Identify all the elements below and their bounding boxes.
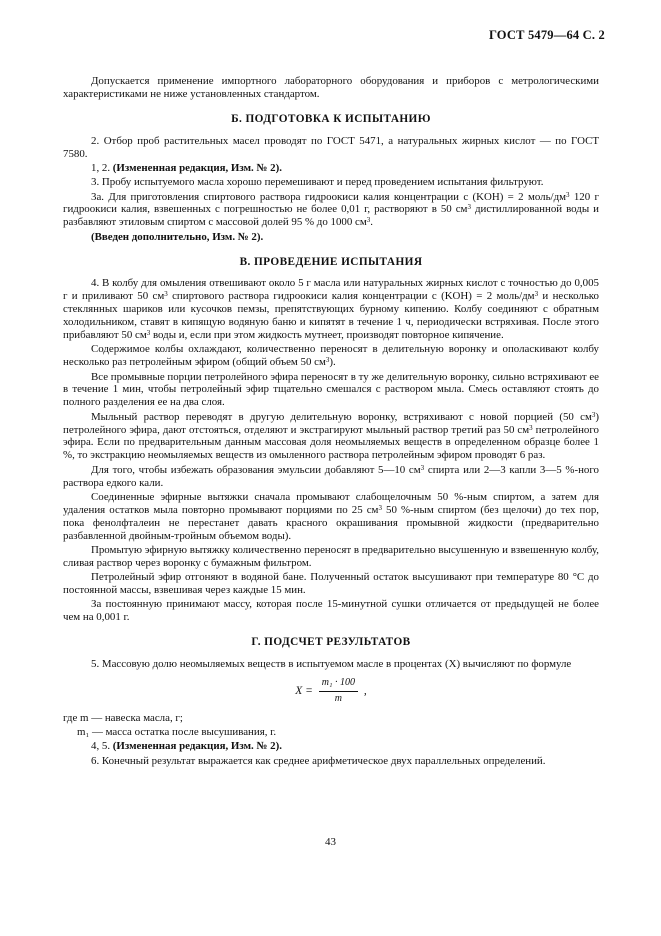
paragraph-5: 5. Массовую долю неомыляемых веществ в испытуемом масле в процентах (X) вычисляют по формуле [91,658,572,671]
page-header: ГОСТ 5479—64 С. 2 [488,28,605,42]
paragraph-2: 2. Отбор проб растительных масел проводят по ГОСТ 5471, а натуральных жирных кислот — по ГОСТ 7580. [63,134,599,160]
paragraph-extraction: Мыльный раствор переводят в другую делительную воронку, встряхивают с новой порцией (50 $см^3$) петролейного эфира, дают отстояться, отделяют и экстрагируют мыльный раствор третий раз 50 $см^3$ петролейного эфира. Если по предварительным данным массовая доля неомыляемых веществ в определенном образце более 1 %, то экстракцию неомыляемых веществ из омыленного раствора петролейным эфиром проводят 6 раз. [63,410,599,462]
formula-fraction [319,677,358,706]
where-m1: m₁ — масса остатка после высушивания, г. [77,726,277,739]
paragraph-transfer: Промытую эфирную вытяжку количественно переносят в предварительно высушенную и взвешенную колбу, сливая раствор через воронку с бумажным фильтром. [63,543,599,569]
where-m: где m — навеска масла, г; [63,711,183,724]
paragraph-distill: Петролейный эфир отгоняют в водяной бане. Полученный остаток высушивают при температуре 80 °С до постоянной массы, взвешивая через каждые 15 мин. [63,571,599,597]
formula-lhs: X = [295,684,313,697]
paragraph-constant-mass: За постоянную принимают массу, которая после 15-минутной сушки отличается от предыдущей не более чем на 0,001 г. [63,598,599,624]
intro-paragraph: Допускается применение импортного лабораторного оборудования и приборов с метрологическими характеристиками не ниже установленных стандартом. [63,75,599,100]
section-b-title: Б. ПОДГОТОВКА К ИСПЫТАНИЮ [231,112,431,125]
paragraph-combined-extracts: Соединенные эфирные вытяжки сначала промывают слабощелочным 50 %-ным спиртом, а затем для удаления остатков мыла повторно промывают порциями по 25 $см^3$ 50 %-ным спиртом (без щелочи) до тех пор, пока фенолфталеин не перестанет давать красного окрашивания промывной жидкости (предварительно разбавленной двойным-тройным объемом воды). [63,490,599,542]
formula-numerator: m₁ · 100 [319,677,358,692]
formula-denominator: m [334,692,343,704]
paragraph-4: 4. В колбу для омыления отвешивают около 5 г масла или натуральных жирных кислот с точностью до 0,005 г и приливают 50 $см^3$ спиртового раствора гидроокиси калия концентрации c (KOH) = 2 моль/$дм^3$ и несколько стеклянных шариков или кусочков пемзы, препятствующих бурному кипению. Колбу соединяют с обратным холодильником, ставят в кипящую водяную баню и кипятят в течение 1 ч, периодически встряхивая. После этого прибавляют 50 $см^3$ воды и, если при этом жидкость мутнеет, производят повторное кипячение. [63,277,599,342]
paragraph-emulsion: Для того, чтобы избежать образования эмульсии добавляют 5—10 $см^3$ спирта или 2—3 капли 3—5 %-ного раствора едкого кали. [63,463,600,489]
formula-tail: , [363,684,367,697]
page-number: 43 [325,836,336,848]
formula [63,677,599,706]
section-v-title: В. ПРОВЕДЕНИЕ ИСПЫТАНИЯ [239,255,423,268]
paragraph-6: 6. Конечный результат выражается как среднее арифметическое двух параллельных определений. [91,754,546,767]
paragraph-3a: 3а. Для приготовления спиртового раствора гидроокиси калия концентрации c (KOH) = 2 моль/$дм^3$ 120 г гидроокиси калия, взвешенных с погрешностью не более 0,01 г, растворяют в 50 $см^3$ дистиллированной воды и разбавляют этиловым спиртом с массовой долей 95 % до 1000 $см^3$. [63,190,600,229]
amendment-4-5: 4, 5. (Измененная редакция, Изм. № 2). [91,740,282,753]
document-body [63,75,599,769]
amendment-added: (Введен дополнительно, Изм. № 2). [91,230,264,243]
section-g-title: Г. ПОДСЧЕТ РЕЗУЛЬТАТОВ [251,636,411,649]
paragraph-cooling: Содержимое колбы охлаждают, количественно переносят в делительную воронку и ополаскивают колбу несколько раз петролейным эфиром (общий объем 50 $см^3$). [63,343,599,369]
paragraph-3: 3. Пробу испытуемого масла хорошо перемешивают и перед проведением испытания фильтруют. [91,176,544,189]
paragraph-washing: Все промывные порции петролейного эфира переносят в ту же делительную воронку, сильно встряхивают ее в течение 1 мин, чтобы петролейный эфир тщательно смешался с раствором мыла. Смесь оставляют стоять до полного разделения ее на два слоя. [63,370,599,409]
amendment-1-2: 1, 2. (Измененная редакция, Изм. № 2). [91,161,282,174]
